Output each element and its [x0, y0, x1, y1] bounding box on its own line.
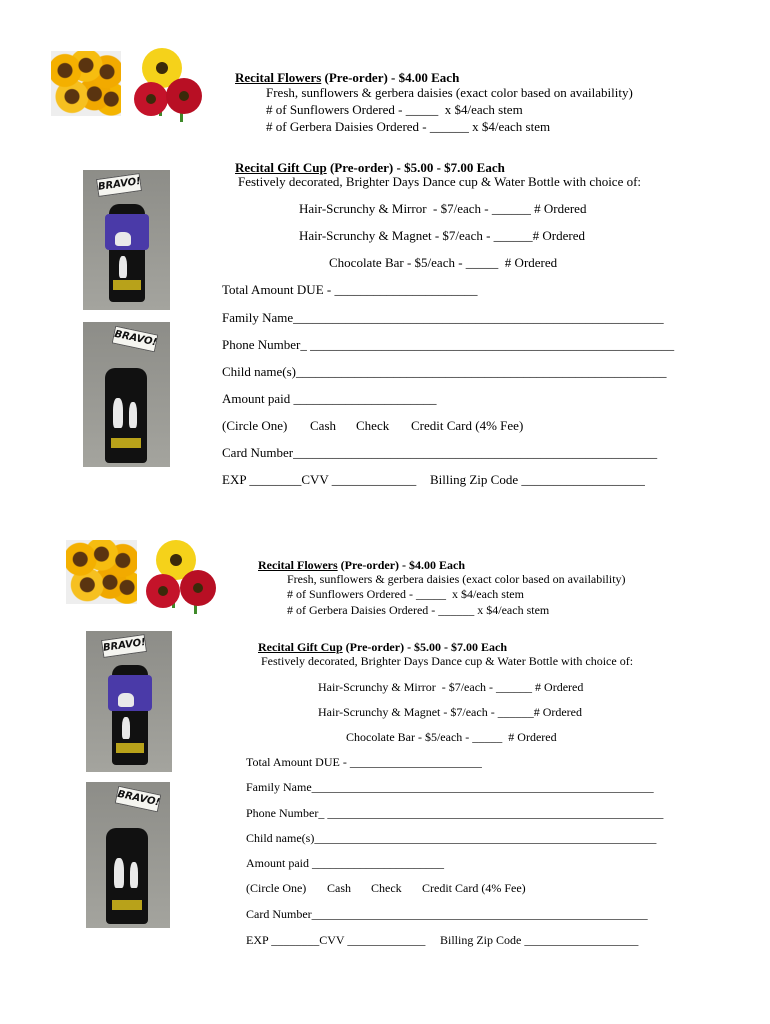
total-due-field[interactable]: Total Amount DUE - ______________________ [222, 282, 478, 297]
phone-number-field[interactable]: Phone Number_ ________________________________________________________ [222, 337, 675, 352]
bravo-sign: BRAVO! [112, 326, 159, 353]
amount-paid-field[interactable]: Amount paid ______________________ [246, 856, 444, 870]
payment-option-credit-card[interactable]: Credit Card (4% Fee) [411, 418, 524, 433]
sunflowers-ordered-field[interactable]: # of Sunflowers Ordered - _____ x $4/each stem [287, 587, 524, 601]
card-number-field[interactable]: Card Number________________________________________________________ [222, 445, 658, 460]
billing-zip-field[interactable]: Billing Zip Code ___________________ [430, 472, 645, 487]
exp-cvv-field[interactable]: EXP ________CVV _____________ [246, 933, 426, 947]
child-names-field[interactable]: Child name(s)_________________________________________________________ [246, 831, 657, 845]
payment-option-check[interactable]: Check [371, 881, 402, 895]
circle-one-label: (Circle One) [222, 418, 288, 433]
bravo-sign: BRAVO! [96, 173, 142, 197]
option-magnet-field[interactable]: Hair-Scrunchy & Magnet - $7/each - ______# Ordered [299, 228, 586, 243]
gerbera-ordered-field[interactable]: # of Gerbera Daisies Ordered - ______ x $4/each stem [287, 603, 550, 617]
gerbera-ordered-field[interactable]: # of Gerbera Daisies Ordered - ______ x $4/each stem [266, 119, 551, 134]
card-number-field[interactable]: Card Number________________________________________________________ [246, 907, 648, 921]
phone-number-field[interactable]: Phone Number_ ________________________________________________________ [246, 806, 664, 820]
option-magnet-field[interactable]: Hair-Scrunchy & Magnet - $7/each - ______# Ordered [318, 705, 583, 719]
option-mirror-field[interactable]: Hair-Scrunchy & Mirror - $7/each - ______ # Ordered [299, 201, 587, 216]
sunflowers-photo [66, 540, 137, 604]
circle-one-label: (Circle One) [246, 881, 307, 895]
flowers-header: Recital Flowers (Pre-order) - $4.00 Each [235, 70, 460, 85]
payment-option-cash[interactable]: Cash [327, 881, 351, 895]
option-mirror-field[interactable]: Hair-Scrunchy & Mirror - $7/each - ______ # Ordered [318, 680, 584, 694]
flowers-description: Fresh, sunflowers & gerbera daisies (exact color based on availability) [266, 85, 633, 100]
flowers-description: Fresh, sunflowers & gerbera daisies (exact color based on availability) [287, 572, 626, 586]
gift-cup-description: Festively decorated, Brighter Days Dance cup & Water Bottle with choice of: [261, 654, 634, 668]
gift-cup-photo [83, 170, 170, 310]
bravo-sign: BRAVO! [101, 634, 147, 658]
amount-paid-field[interactable]: Amount paid ______________________ [222, 391, 437, 406]
gift-cup-description: Festively decorated, Brighter Days Dance cup & Water Bottle with choice of: [238, 174, 642, 189]
child-names-field[interactable]: Child name(s)_________________________________________________________ [222, 364, 667, 379]
payment-option-cash[interactable]: Cash [310, 418, 336, 433]
gift-cup-photo [86, 631, 172, 772]
gerbera-daisies-photo [134, 48, 204, 122]
flowers-header: Recital Flowers (Pre-order) - $4.00 Each [258, 558, 466, 572]
gerbera-daisies-photo [146, 540, 218, 614]
payment-option-check[interactable]: Check [356, 418, 390, 433]
water-bottle-photo [86, 782, 170, 928]
gift-cup-header: Recital Gift Cup (Pre-order) - $5.00 - $7.00 Each [258, 640, 508, 654]
billing-zip-field[interactable]: Billing Zip Code ___________________ [440, 933, 639, 947]
family-name-field[interactable]: Family Name_________________________________________________________ [246, 780, 654, 794]
family-name-field[interactable]: Family Name_________________________________________________________ [222, 310, 664, 325]
option-chocolate-field[interactable]: Chocolate Bar - $5/each - _____ # Ordered [346, 730, 557, 744]
exp-cvv-field[interactable]: EXP ________CVV _____________ [222, 472, 417, 487]
water-bottle-photo [83, 322, 170, 467]
bravo-sign: BRAVO! [115, 786, 162, 813]
sunflowers-photo [51, 51, 121, 116]
payment-option-credit-card[interactable]: Credit Card (4% Fee) [422, 881, 526, 895]
option-chocolate-field[interactable]: Chocolate Bar - $5/each - _____ # Ordered [329, 255, 558, 270]
sunflowers-ordered-field[interactable]: # of Sunflowers Ordered - _____ x $4/each stem [266, 102, 523, 117]
gift-cup-header: Recital Gift Cup (Pre-order) - $5.00 - $7.00 Each [235, 160, 505, 175]
total-due-field[interactable]: Total Amount DUE - ______________________ [246, 755, 482, 769]
